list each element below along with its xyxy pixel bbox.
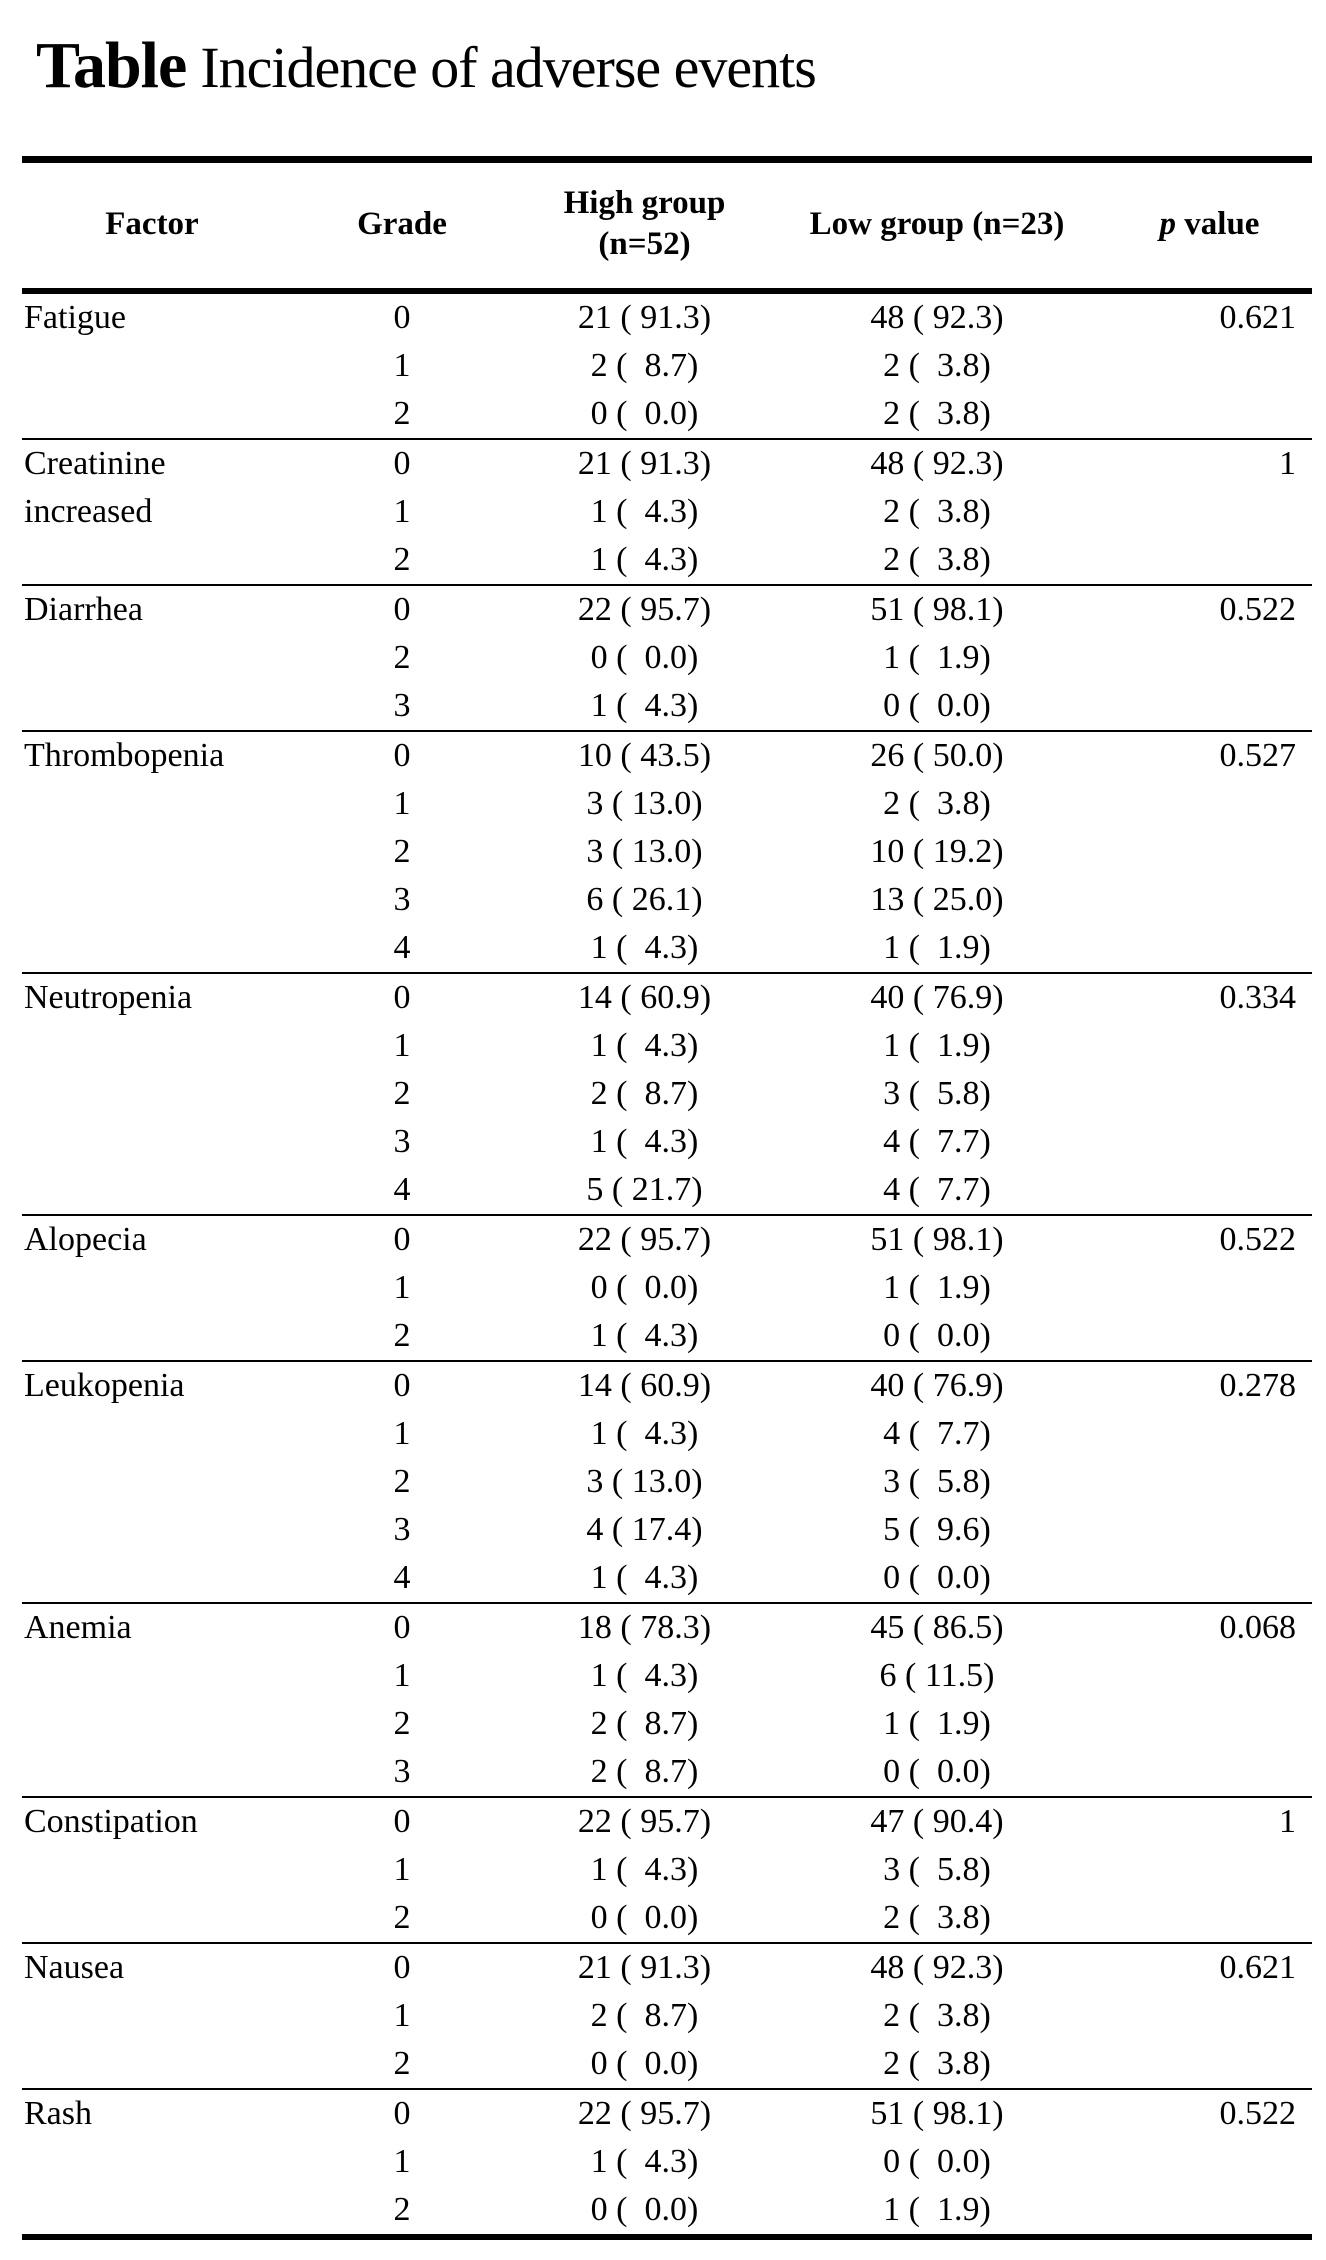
table-row xyxy=(22,1797,1312,1846)
p-value-cell: 0.621 xyxy=(1107,1943,1312,2089)
high-group-cell: 1 ( 4.3) xyxy=(590,1316,699,1354)
table-row xyxy=(22,439,1312,488)
grade-cell: 4 xyxy=(393,1170,411,1208)
high-group-cell: 5 ( 21.7) xyxy=(586,1170,703,1208)
grade-cell: 1 xyxy=(393,346,411,384)
col-header-grade: Grade xyxy=(282,160,522,291)
grade-cell: 1 xyxy=(393,492,411,530)
high-group-cell: 22 ( 95.7) xyxy=(522,2089,767,2138)
low-group-cell: 40 ( 76.9) xyxy=(767,1361,1107,1410)
col-header-p-value xyxy=(1107,160,1312,291)
grade-cell: 2 xyxy=(393,540,411,578)
factor-cell: Nausea xyxy=(22,1943,282,2089)
p-value-cell: 0.527 xyxy=(1107,731,1312,973)
high-group-cell: 1 ( 4.3) xyxy=(590,928,699,966)
grade-cell: 2 xyxy=(393,394,411,432)
factor-cell: Rash xyxy=(22,2089,282,2237)
col-header-p-value-word: value xyxy=(1176,205,1260,242)
low-group-cell: 2 ( 3.8) xyxy=(883,346,991,384)
table-row xyxy=(22,1603,1312,1652)
low-group-cell: 2 ( 3.8) xyxy=(883,1898,991,1936)
table-row xyxy=(22,973,1312,1022)
low-group-cell: 1 ( 1.9) xyxy=(883,638,991,676)
p-value-cell: 0.068 xyxy=(1107,1603,1312,1797)
grade-cell: 1 xyxy=(393,1996,411,2034)
low-group-cell: 5 ( 9.6) xyxy=(883,1510,991,1548)
table-row xyxy=(22,1943,1312,1992)
high-group-cell: 0 ( 0.0) xyxy=(590,394,699,432)
table-row xyxy=(22,2089,1312,2138)
low-group-cell: 51 ( 98.1) xyxy=(767,1215,1107,1264)
high-group-cell: 1 ( 4.3) xyxy=(590,540,699,578)
low-group-cell: 45 ( 86.5) xyxy=(767,1603,1107,1652)
factor-cell: Neutropenia xyxy=(22,973,282,1215)
grade-cell: 0 xyxy=(282,2089,522,2138)
grade-cell: 2 xyxy=(393,1316,411,1354)
low-group-cell: 26 ( 50.0) xyxy=(767,731,1107,780)
grade-cell: 1 xyxy=(393,1414,411,1452)
high-group-cell: 1 ( 4.3) xyxy=(590,1850,699,1888)
low-group-cell: 3 ( 5.8) xyxy=(883,1462,991,1500)
grade-cell: 0 xyxy=(282,1361,522,1410)
p-value-cell: 1 xyxy=(1107,439,1312,585)
high-group-cell: 0 ( 0.0) xyxy=(590,2044,699,2082)
grade-cell: 0 xyxy=(282,585,522,634)
factor-cell: Alopecia xyxy=(22,1215,282,1361)
p-value-cell: 0.522 xyxy=(1107,1215,1312,1361)
high-group-cell: 3 ( 13.0) xyxy=(586,1462,703,1500)
high-group-cell: 3 ( 13.0) xyxy=(586,784,703,822)
high-group-cell: 1 ( 4.3) xyxy=(590,1026,699,1064)
high-group-cell: 6 ( 26.1) xyxy=(586,880,703,918)
low-group-cell: 0 ( 0.0) xyxy=(883,1558,991,1596)
high-group-cell: 14 ( 60.9) xyxy=(522,1361,767,1410)
low-group-cell: 2 ( 3.8) xyxy=(883,394,991,432)
low-group-cell: 40 ( 76.9) xyxy=(767,973,1107,1022)
grade-cell: 1 xyxy=(393,1268,411,1306)
low-group-cell: 1 ( 1.9) xyxy=(883,1026,991,1064)
grade-cell: 2 xyxy=(393,1462,411,1500)
table-title-caption: Incidence of adverse events xyxy=(200,35,816,100)
grade-cell: 0 xyxy=(282,1215,522,1264)
grade-cell: 1 xyxy=(393,1026,411,1064)
high-group-cell: 2 ( 8.7) xyxy=(590,1996,699,2034)
grade-cell: 2 xyxy=(393,2190,411,2228)
high-group-cell: 1 ( 4.3) xyxy=(590,1656,699,1694)
grade-cell: 2 xyxy=(393,1704,411,1742)
high-group-cell: 10 ( 43.5) xyxy=(522,731,767,780)
table-title-label: Table xyxy=(36,29,187,102)
low-group-cell: 1 ( 1.9) xyxy=(883,1704,991,1742)
high-group-cell: 3 ( 13.0) xyxy=(586,832,703,870)
high-group-cell: 22 ( 95.7) xyxy=(522,1797,767,1846)
table-row xyxy=(22,1361,1312,1410)
grade-cell: 2 xyxy=(393,638,411,676)
high-group-cell: 1 ( 4.3) xyxy=(590,686,699,724)
low-group-cell: 1 ( 1.9) xyxy=(883,928,991,966)
p-value-cell: 0.621 xyxy=(1219,298,1296,336)
low-group-cell: 3 ( 5.8) xyxy=(883,1850,991,1888)
factor-cell: Creatinine increased xyxy=(22,439,282,585)
grade-cell: 4 xyxy=(393,928,411,966)
p-value-cell: 0.334 xyxy=(1107,973,1312,1215)
high-group-cell: 0 ( 0.0) xyxy=(590,2190,699,2228)
high-group-cell: 21 ( 91.3) xyxy=(577,298,712,336)
low-group-cell: 1 ( 1.9) xyxy=(883,2190,991,2228)
col-header-high-group-line1: High group xyxy=(563,185,726,221)
grade-cell: 3 xyxy=(393,1510,411,1548)
grade-cell: 2 xyxy=(393,1074,411,1112)
low-group-cell: 2 ( 3.8) xyxy=(883,540,991,578)
high-group-cell: 21 ( 91.3) xyxy=(522,439,767,488)
high-group-cell: 22 ( 95.7) xyxy=(522,1215,767,1264)
col-header-high-group xyxy=(522,160,767,291)
low-group-cell: 13 ( 25.0) xyxy=(870,880,1004,918)
low-group-cell: 0 ( 0.0) xyxy=(883,1316,991,1354)
high-group-cell: 0 ( 0.0) xyxy=(590,1898,699,1936)
high-group-cell: 2 ( 8.7) xyxy=(590,1074,699,1112)
factor-cell: Constipation xyxy=(22,1797,282,1943)
low-group-cell: 4 ( 7.7) xyxy=(883,1170,991,1208)
grade-cell: 3 xyxy=(393,1752,411,1790)
low-group-cell: 0 ( 0.0) xyxy=(883,2142,991,2180)
high-group-cell: 14 ( 60.9) xyxy=(522,973,767,1022)
grade-cell: 1 xyxy=(393,784,411,822)
grade-cell: 2 xyxy=(393,1898,411,1936)
grade-cell: 3 xyxy=(393,686,411,724)
grade-cell: 0 xyxy=(282,731,522,780)
low-group-cell: 48 ( 92.3) xyxy=(870,298,1004,336)
grade-cell: 3 xyxy=(393,880,411,918)
high-group-cell: 1 ( 4.3) xyxy=(590,1414,699,1452)
p-value-cell: 1 xyxy=(1107,1797,1312,1943)
grade-cell: 1 xyxy=(393,1656,411,1694)
low-group-cell: 2 ( 3.8) xyxy=(883,784,991,822)
low-group-cell: 2 ( 3.8) xyxy=(883,492,991,530)
low-group-cell: 51 ( 98.1) xyxy=(767,585,1107,634)
factor-cell: Leukopenia xyxy=(22,1361,282,1603)
grade-cell: 0 xyxy=(282,1943,522,1992)
high-group-cell: 2 ( 8.7) xyxy=(590,346,699,384)
table-row xyxy=(22,585,1312,634)
low-group-cell: 6 ( 11.5) xyxy=(879,1656,995,1694)
grade-cell: 0 xyxy=(282,973,522,1022)
p-value-cell: 0.522 xyxy=(1107,585,1312,731)
grade-cell: 4 xyxy=(393,1558,411,1596)
high-group-cell: 1 ( 4.3) xyxy=(590,1558,699,1596)
low-group-cell: 51 ( 98.1) xyxy=(767,2089,1107,2138)
table-header xyxy=(22,160,1312,291)
low-group-cell: 2 ( 3.8) xyxy=(883,1996,991,2034)
grade-cell: 0 xyxy=(282,439,522,488)
factor-cell: Fatigue xyxy=(24,298,126,336)
low-group-cell: 4 ( 7.7) xyxy=(883,1414,991,1452)
low-group-cell: 2 ( 3.8) xyxy=(883,2044,991,2082)
low-group-cell: 48 ( 92.3) xyxy=(767,439,1107,488)
high-group-cell: 2 ( 8.7) xyxy=(590,1752,699,1790)
high-group-cell: 2 ( 8.7) xyxy=(590,1704,699,1742)
high-group-cell: 22 ( 95.7) xyxy=(522,585,767,634)
adverse-events-table xyxy=(22,156,1312,2240)
grade-cell: 0 xyxy=(282,1603,522,1652)
low-group-cell: 3 ( 5.8) xyxy=(883,1074,991,1112)
low-group-cell: 48 ( 92.3) xyxy=(767,1943,1107,1992)
high-group-cell: 4 ( 17.4) xyxy=(586,1510,703,1548)
grade-cell: 1 xyxy=(393,2142,411,2180)
table-body xyxy=(22,291,1312,2237)
factor-cell: Diarrhea xyxy=(22,585,282,731)
table-row xyxy=(22,291,1312,342)
p-value-cell: 0.522 xyxy=(1107,2089,1312,2237)
p-value-cell: 0.278 xyxy=(1107,1361,1312,1603)
grade-cell: 2 xyxy=(393,2044,411,2082)
low-group-cell: 0 ( 0.0) xyxy=(883,686,991,724)
grade-cell: 0 xyxy=(282,1797,522,1846)
high-group-cell: 18 ( 78.3) xyxy=(522,1603,767,1652)
low-group-cell: 47 ( 90.4) xyxy=(767,1797,1107,1846)
grade-cell: 1 xyxy=(393,1850,411,1888)
high-group-cell: 0 ( 0.0) xyxy=(590,638,699,676)
col-header-factor: Factor xyxy=(22,160,282,291)
high-group-cell: 1 ( 4.3) xyxy=(590,492,699,530)
high-group-cell: 0 ( 0.0) xyxy=(590,1268,699,1306)
low-group-cell: 1 ( 1.9) xyxy=(883,1268,991,1306)
grade-cell: 2 xyxy=(393,832,411,870)
grade-cell: 0 xyxy=(393,298,411,336)
col-header-p-value-symbol: p xyxy=(1159,205,1177,242)
factor-cell: Anemia xyxy=(22,1603,282,1797)
low-group-cell: 0 ( 0.0) xyxy=(883,1752,991,1790)
low-group-cell: 10 ( 19.2) xyxy=(870,832,1004,870)
table-row xyxy=(22,731,1312,780)
high-group-cell: 1 ( 4.3) xyxy=(590,2142,699,2180)
low-group-cell: 4 ( 7.7) xyxy=(883,1122,991,1160)
grade-cell: 3 xyxy=(393,1122,411,1160)
table-row xyxy=(22,1215,1312,1264)
factor-cell: Thrombopenia xyxy=(22,731,282,973)
col-header-high-group-line2: (n=52) xyxy=(598,226,691,263)
high-group-cell: 1 ( 4.3) xyxy=(590,1122,699,1160)
header-row xyxy=(22,160,1312,291)
col-header-low-group: Low group (n=23) xyxy=(767,160,1107,291)
table-title xyxy=(0,0,1326,104)
high-group-cell: 21 ( 91.3) xyxy=(522,1943,767,1992)
